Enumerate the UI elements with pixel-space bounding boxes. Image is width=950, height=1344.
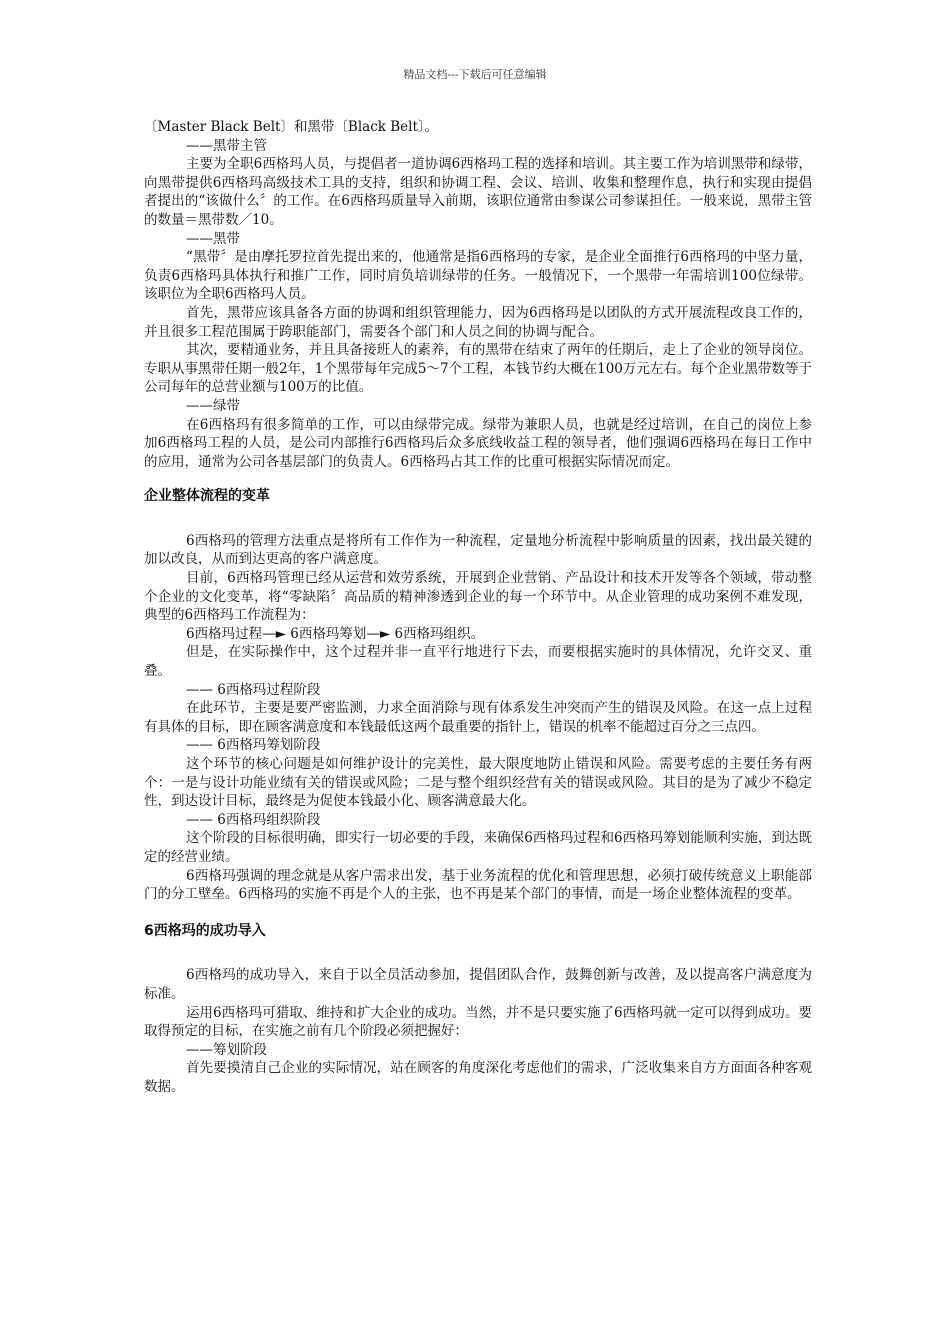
document-body [144,118,812,1097]
subheading-green-belt: ——绿带 [186,397,240,414]
paragraph: 首先要摸清自己企业的实际情况，站在顾客的角度深化考虑他们的需求，广泛收集来自方方面面各种客观数据。 [144,1060,812,1095]
paragraph: “黑带〞是由摩托罗拉首先提出来的，他通常是指6西格玛的专家，是企业全面推行6西格玛的中坚力量，负责6西格玛具体执行和推广工作，同时肩负培训绿带的任务。一般情况下，一个黑带一年需培训100位绿带。该职位为全职6西格玛人员。 [144,249,812,303]
paragraph: 这个环节的核心问题是如何维护设计的完美性，最大限度地防止错误和风险。需要考虑的主要任务有两个：一是与设计功能业绩有关的错误或风险；二是与整个组织经营有关的错误或风险。其目的是为了减少不稳定性，到达设计目标，最终是为促使本钱最小化、顾客满意最大化。 [144,756,812,810]
subheading-black-belt: ——黑带 [186,230,240,247]
subheading-stage-planning: —— 6西格玛筹划阶段 [186,737,321,754]
paragraph: 主要为全职6西格玛人员，与提倡者一道协调6西格玛工程的选择和培训。其主要工作为培训黑带和绿带，向黑带提供6西格玛高级技术工具的支持，组织和协调工程、会议、培训、收集和整理作息，执行和实现由提倡者提出的“该做什么〞的工作。在6西格玛质量导入前期，该职位通常由参谋公司参谋担任。一般来说，黑带主管的数量＝黑带数／10。 [144,156,812,228]
section-heading-process: 企业整体流程的变革 [144,488,270,505]
paragraph: 运用6西格玛可猎取、维持和扩大企业的成功。当然，并不是只要实施了6西格玛就一定可以得到成功。要取得预定的目标，在实施之前有几个阶段必须把握好： [144,1004,812,1040]
subheading-master-black-belt: ——黑带主管 [186,137,267,154]
paragraph: 其次，要精通业务，并且具备接班人的素养，有的黑带在结束了两年的任期后，走上了企业的领导岗位。专职从事黑带任期一般2年，1个黑带每年完成5～7个工程，本钱节约大概在100万元左右。每个企业黑带数等于公司每年的总营业额与100万的比值。 [144,342,812,396]
paragraph: 6西格玛的成功导入，来自于以全员活动参加，提倡团队合作，鼓舞创新与改善，及以提高客户满意度为标准。 [144,967,812,1002]
paragraph: 在6西格玛有很多简单的工作，可以由绿带完成。绿带为兼职人员，也就是经过培训，在自己的岗位上参加6西格玛工程的人员，是公司内部推行6西格玛后众多底线收益工程的领导者，他们强调6西格玛在每日工作中的应用，通常为公司各基层部门的负责人。6西格玛占其工作的比重可根据实际情况而定。 [144,416,812,470]
section-heading-success: 6西格玛的成功导入 [144,922,266,939]
page-header: 精品文档---下载后可任意编辑 [403,68,547,81]
process-flow: 6西格玛过程—► 6西格玛筹划—► 6西格玛组织。 [186,625,485,642]
paragraph: 6西格玛的管理方法重点是将所有工作作为一种流程，定量地分析流程中影响质量的因素，找出最关键的加以改良，从而到达更高的客户满意度。 [144,532,812,568]
subheading-planning-stage: ——筹划阶段 [186,1041,267,1058]
paragraph: 但是，在实际操作中，这个过程并非一直平行地进行下去，而要根据实施时的具体情况，允许交叉、重叠。 [144,644,812,680]
paragraph: 在此环节，主要是要严密监测，力求全面消除与现有体系发生冲突而产生的错误及风险。在这一点上过程有具体的目标，即在顾客满意度和本钱最低这两个最重要的指针上，错误的机率不能超过百分之三点四。 [144,700,812,735]
paragraph: 6西格玛强调的理念就是从客户需求出发，基于业务流程的优化和管理思想，必须打破传统意义上职能部门的分工壁垒。6西格玛的实施不再是个人的主张，也不再是某个部门的事情，而是一场企业整体流程的变革。 [144,867,812,903]
paragraph: 这个阶段的目标很明确，即实行一切必要的手段，来确保6西格玛过程和6西格玛筹划能顺利实施，到达既定的经营业绩。 [144,830,812,865]
paragraph: 目前，6西格玛管理已经从运营和效劳系统，开展到企业营销、产品设计和技术开发等各个领域，带动整个企业的文化变革，将“零缺陷〞高品质的精神渗透到企业的每一个环节中。从企业管理的成功案例不难发现，典型的6西格玛工作流程为： [144,570,812,624]
subheading-stage-organization: —— 6西格玛组织阶段 [186,811,321,828]
paragraph: 〔Master Black Belt〕和黑带〔Black Belt〕。 [144,119,439,135]
paragraph: 首先，黑带应该具备各方面的协调和组织管理能力，因为6西格玛是以团队的方式开展流程改良工作的，并且很多工程范围属于跨职能部门，需要各个部门和人员之间的协调与配合。 [144,304,812,340]
subheading-stage-process: —— 6西格玛过程阶段 [186,681,321,698]
